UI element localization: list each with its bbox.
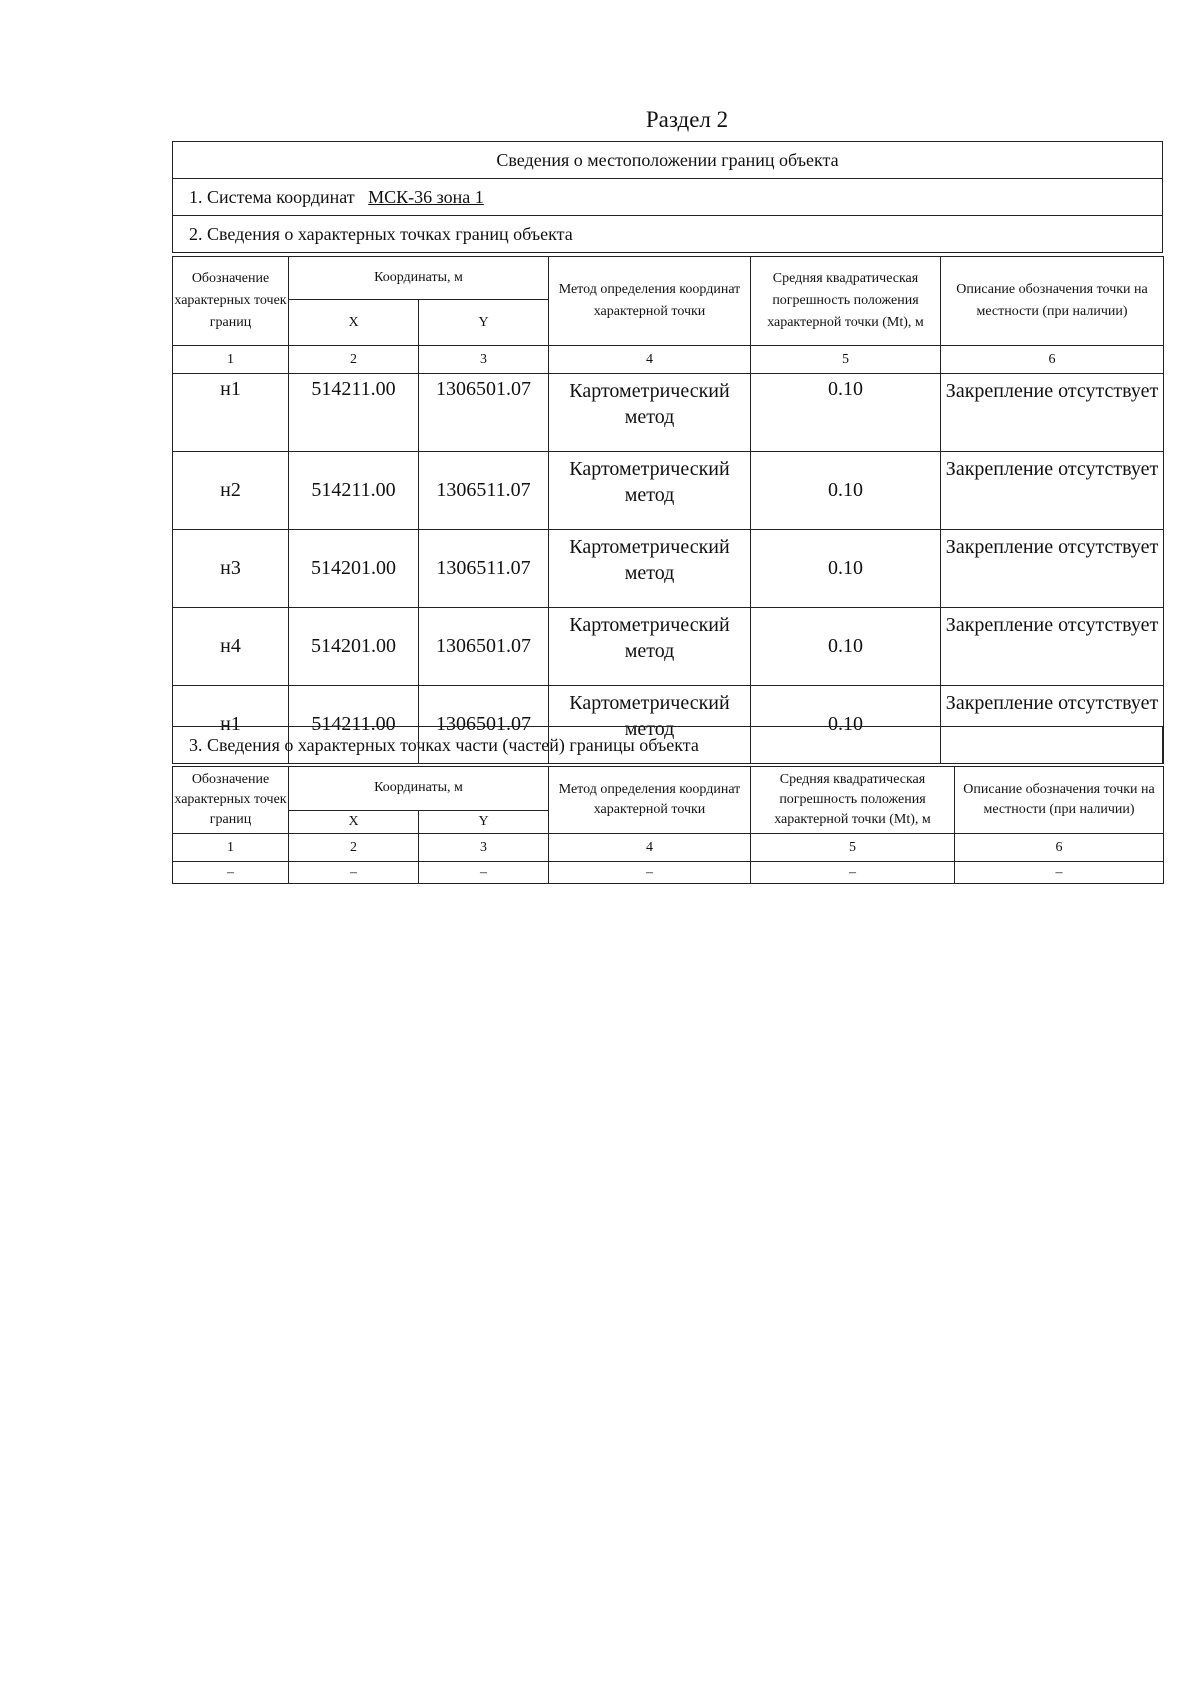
- point-error: 0.10: [751, 452, 941, 530]
- column-numbers-row: [173, 834, 1164, 862]
- col-number: 2: [289, 346, 419, 374]
- point-method: Картометрический метод: [549, 686, 751, 764]
- col-number: 2: [289, 834, 419, 862]
- point-error: 0.10: [751, 530, 941, 608]
- empty-cell: –: [751, 862, 955, 884]
- col-number: 1: [173, 346, 289, 374]
- point-y: 1306511.07: [419, 452, 549, 530]
- point-x: 514211.00: [289, 686, 419, 764]
- table-row: [173, 862, 1164, 884]
- parts-heading: 3. Сведения о характерных точках части (частей) границы объекта: [173, 727, 1163, 764]
- point-description: Закрепление отсутствует: [941, 608, 1164, 686]
- parts-heading-table: [172, 726, 1163, 764]
- empty-cell: –: [289, 862, 419, 884]
- col-error-header: Средняя квадратическая погрешность положения характерной точки (Mt), м: [751, 767, 955, 834]
- table-row: [173, 530, 1164, 608]
- col-description-header: Описание обозначения точки на местности (при наличии): [955, 767, 1164, 834]
- coord-system-value: МСК-36 зона 1: [368, 186, 484, 207]
- col-y-header: Y: [419, 810, 549, 833]
- col-error-header: Средняя квадратическая погрешность положения характерной точки (Mt), м: [751, 257, 941, 346]
- col-number: 3: [419, 834, 549, 862]
- column-numbers-row: [173, 346, 1164, 374]
- point-y: 1306501.07: [419, 608, 549, 686]
- point-error: 0.10: [751, 686, 941, 764]
- points-table: [172, 256, 1164, 764]
- col-coords-header: Координаты, м: [289, 257, 549, 300]
- table-row: [173, 452, 1164, 530]
- table-row: [173, 374, 1164, 452]
- point-error: 0.10: [751, 608, 941, 686]
- point-y: 1306511.07: [419, 530, 549, 608]
- point-name: н2: [173, 452, 289, 530]
- col-y-header: Y: [419, 300, 549, 346]
- point-description: Закрепление отсутствует: [941, 530, 1164, 608]
- col-number: 4: [549, 346, 751, 374]
- col-method-header: Метод определения координат характерной точки: [549, 257, 751, 346]
- point-method: Картометрический метод: [549, 452, 751, 530]
- point-name: н1: [173, 374, 289, 452]
- point-description: Закрепление отсутствует: [941, 374, 1164, 452]
- col-method-header: Метод определения координат характерной точки: [549, 767, 751, 834]
- col-number: 5: [751, 346, 941, 374]
- point-name: н3: [173, 530, 289, 608]
- col-number: 3: [419, 346, 549, 374]
- point-name: н4: [173, 608, 289, 686]
- point-x: 514211.00: [289, 452, 419, 530]
- points-heading: 2. Сведения о характерных точках границ объекта: [173, 216, 1163, 253]
- point-x: 514201.00: [289, 608, 419, 686]
- header-title: Сведения о местоположении границ объекта: [173, 142, 1163, 179]
- col-coords-header: Координаты, м: [289, 767, 549, 811]
- parts-table: [172, 766, 1164, 884]
- point-description: Закрепление отсутствует: [941, 686, 1164, 764]
- empty-cell: –: [173, 862, 289, 884]
- col-x-header: X: [289, 810, 419, 833]
- point-method: Картометрический метод: [549, 530, 751, 608]
- col-description-header: Описание обозначения точки на местности (при наличии): [941, 257, 1164, 346]
- header-table: [172, 141, 1163, 253]
- section-title: Раздел 2: [645, 107, 729, 132]
- col-x-header: X: [289, 300, 419, 346]
- coord-system-row: [173, 179, 1163, 216]
- col-designation-header: Обозначение характерных точек границ: [173, 257, 289, 346]
- empty-cell: –: [419, 862, 549, 884]
- col-number: 1: [173, 834, 289, 862]
- point-x: 514201.00: [289, 530, 419, 608]
- col-designation-header: Обозначение характерных точек границ: [173, 767, 289, 834]
- point-description: Закрепление отсутствует: [941, 452, 1164, 530]
- point-y: 1306501.07: [419, 374, 549, 452]
- point-name: н1: [173, 686, 289, 764]
- point-x: 514211.00: [289, 374, 419, 452]
- col-number: 6: [941, 346, 1164, 374]
- point-method: Картометрический метод: [549, 374, 751, 452]
- table-row: [173, 608, 1164, 686]
- point-method: Картометрический метод: [549, 608, 751, 686]
- empty-cell: –: [549, 862, 751, 884]
- coord-system-label: 1. Система координат: [189, 186, 355, 207]
- point-y: 1306501.07: [419, 686, 549, 764]
- col-number: 5: [751, 834, 955, 862]
- point-error: 0.10: [751, 374, 941, 452]
- col-number: 6: [955, 834, 1164, 862]
- col-number: 4: [549, 834, 751, 862]
- empty-cell: –: [955, 862, 1164, 884]
